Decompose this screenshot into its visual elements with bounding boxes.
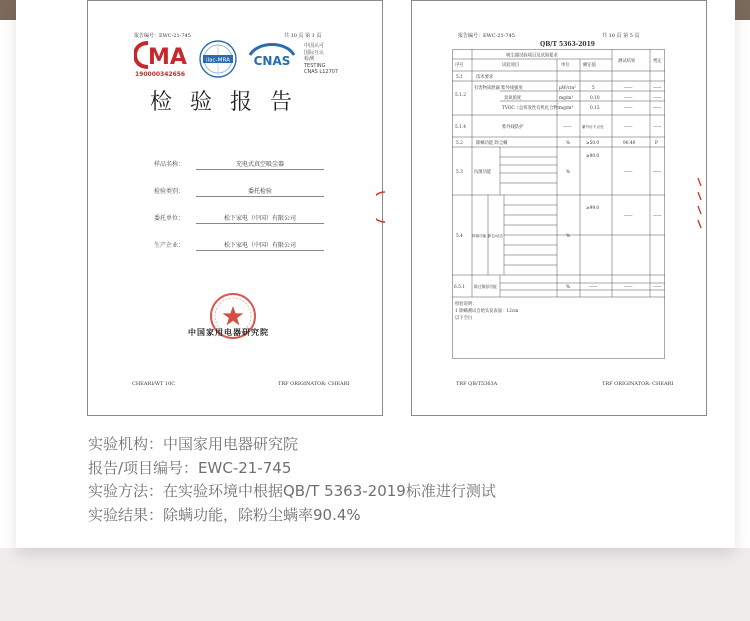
footer-code-right-right-page: TRF ORIGINATOR: CHEARI — [602, 381, 674, 387]
svg-text:检验说明：: 检验说明： — [455, 302, 477, 307]
test-results-page — [411, 0, 707, 416]
svg-text:%: % — [566, 170, 571, 175]
svg-text:单位: 单位 — [561, 63, 570, 68]
svg-text:除过敏原功能: 除过敏原功能 — [474, 284, 497, 289]
svg-text:——: —— — [624, 170, 633, 175]
svg-text:以下空白: 以下空白 — [455, 316, 473, 321]
svg-text:——: —— — [563, 125, 572, 130]
caption-method: 实验方法：在实验环境中根据QB/T 5363-2019标准进行测试 — [88, 482, 496, 500]
svg-text:序号: 序号 — [455, 63, 464, 68]
svg-text:吸尘器试验项目及试验要求: 吸尘器试验项目及试验要求 — [506, 53, 558, 59]
svg-text:0.15: 0.15 — [590, 106, 600, 111]
svg-text:——: —— — [624, 86, 633, 91]
svg-text:——: —— — [653, 106, 662, 111]
svg-text:有害物质泄漏 紫外线强度: 有害物质泄漏 紫外线强度 — [474, 86, 523, 91]
svg-text:紫外灯不点亮: 紫外灯不点亮 — [582, 125, 604, 129]
svg-text:抗菌功能: 抗菌功能 — [474, 170, 492, 175]
svg-text:——: —— — [624, 106, 633, 111]
svg-text:——: —— — [624, 125, 633, 130]
page-info-right: 共 10 页 第 5 页 — [602, 33, 640, 39]
svg-text:≥50.0: ≥50.0 — [586, 141, 600, 146]
footer-code-right: TRF ORIGINATOR: CHEARI — [278, 381, 350, 387]
svg-text:%: % — [566, 285, 571, 290]
caption-report-number: 报告/项目编号：EWC-21-745 — [88, 458, 292, 477]
svg-text:——: —— — [624, 214, 633, 219]
svg-text:mg/m³: mg/m³ — [559, 106, 574, 111]
caption-result: 实验结果：除螨功能，除粉尘螨率90.4% — [88, 505, 361, 524]
svg-text:5.1: 5.1 — [456, 75, 463, 80]
svg-text:——: —— — [653, 86, 662, 91]
svg-text:≥90.0: ≥90.0 — [586, 154, 600, 159]
svg-text:5.3: 5.3 — [456, 170, 463, 175]
svg-text:——: —— — [653, 170, 662, 175]
svg-text:5.1.4: 5.1.4 — [455, 125, 466, 130]
svg-text:CNAS: CNAS — [253, 54, 291, 68]
svg-text:——: —— — [653, 125, 662, 130]
footer-code-left-right-page: TRF QB/T5363A — [456, 381, 498, 387]
svg-text:——: —— — [624, 96, 633, 101]
bottom-background — [0, 548, 750, 621]
client-field: 委托单位： 松下家电（中国）有限公司 — [154, 213, 324, 225]
svg-text:ilac-MRA: ilac-MRA — [206, 57, 230, 64]
svg-text:μW/cm²: μW/cm² — [559, 86, 576, 91]
report-summary — [88, 433, 496, 527]
svg-text:技术要求: 技术要求 — [476, 75, 494, 80]
svg-text:5.1.2: 5.1.2 — [455, 93, 466, 98]
svg-text:0.10: 0.10 — [590, 96, 600, 101]
svg-text:试验项目: 试验项目 — [502, 63, 520, 68]
manufacturer-field: 生产企业： 松下家电（中国）有限公司 — [154, 240, 324, 252]
svg-text:臭氧浓度: 臭氧浓度 — [504, 96, 522, 101]
svg-text:1 除螨测试自始头发表面：12cm: 1 除螨测试自始头发表面：12cm — [455, 309, 519, 314]
svg-text:除螨功能 除尘螨: 除螨功能 除尘螨 — [476, 141, 508, 146]
svg-text:%: % — [566, 141, 571, 146]
svg-text:5.2: 5.2 — [456, 141, 463, 146]
svg-text:测试结果: 测试结果 — [618, 59, 636, 64]
ilac-mra-logo-icon — [198, 39, 238, 79]
svg-text:——: —— — [653, 285, 662, 290]
svg-text:TVOC（总挥发性有机化合物）: TVOC（总挥发性有机化合物） — [502, 106, 562, 111]
report-card — [16, 0, 735, 548]
inspection-type-field: 检验类别： 委托检验 — [154, 186, 324, 198]
svg-text:MA: MA — [148, 45, 187, 69]
report-title: 检验报告 — [150, 90, 311, 115]
report-number-right: 报告编号：EWC-21-745 — [458, 33, 515, 39]
svg-text:紫外线防护: 紫外线防护 — [502, 125, 524, 130]
svg-text:P: P — [655, 141, 658, 146]
svg-text:判定: 判定 — [653, 59, 662, 64]
page-info: 共 10 页 第 1 页 — [284, 33, 322, 39]
test-table — [452, 49, 665, 359]
svg-text:5.4: 5.4 — [456, 234, 463, 239]
accreditation-text: 中国认可 国际互认 检测 TESTING CNAS L12707 — [304, 43, 339, 76]
report-number: 报告编号：EWC-21-745 — [134, 33, 191, 39]
institute-name: 中国家用电器研究院 — [188, 328, 269, 337]
svg-text:——: —— — [589, 285, 598, 290]
sample-name-field: 样品名称： 充电式真空吸尘器 — [154, 159, 324, 171]
svg-text:90.40: 90.40 — [623, 141, 636, 146]
svg-text:——: —— — [653, 214, 662, 219]
side-stamp-icon — [696, 176, 704, 236]
svg-text:≥99.0: ≥99.0 — [586, 206, 600, 211]
svg-text:除菌功能 静态/动态: 除菌功能 静态/动态 — [472, 234, 504, 238]
cma-logo-icon — [134, 41, 192, 69]
cma-number: 190000342656 — [135, 71, 186, 78]
svg-text:5: 5 — [592, 86, 595, 91]
caption-lab: 实验机构：中国家用电器研究院 — [88, 435, 299, 453]
footer-code-left: CHEARI/WT 10C — [132, 381, 176, 387]
svg-text:——: —— — [653, 96, 662, 101]
stamp-fragment-icon — [376, 190, 386, 224]
standard-code: QB/T 5363-2019 — [540, 41, 595, 48]
svg-text:mg/m³: mg/m³ — [559, 96, 574, 101]
cnas-logo-icon — [248, 41, 296, 73]
svg-text:——: —— — [624, 285, 633, 290]
report-cover-page — [87, 0, 383, 416]
svg-text:%: % — [566, 234, 571, 239]
svg-text:额定值: 额定值 — [583, 63, 596, 68]
svg-text:6.5.1: 6.5.1 — [454, 285, 465, 290]
